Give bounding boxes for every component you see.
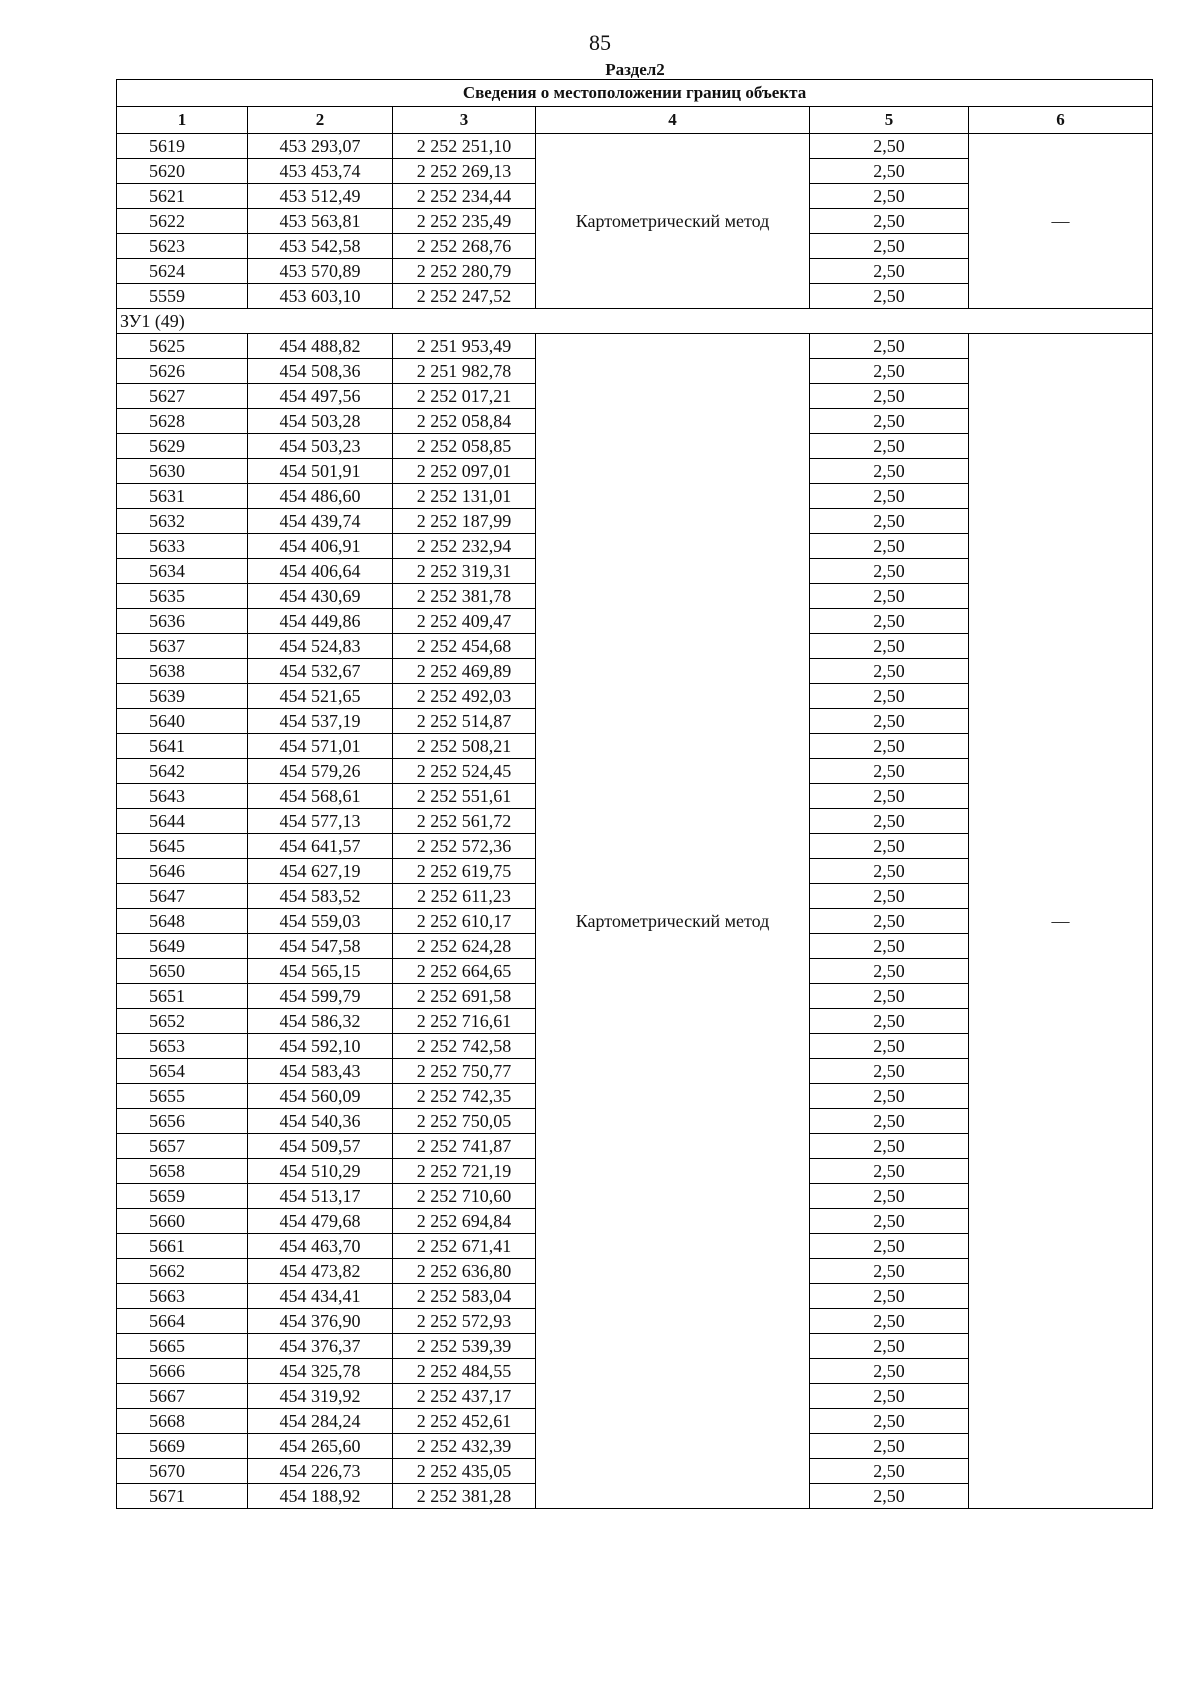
coord-x: 454 479,68	[248, 1209, 393, 1234]
point-number: 5645	[117, 834, 248, 859]
coord-x: 454 226,73	[248, 1459, 393, 1484]
column-number: 2	[248, 107, 393, 134]
coord-x: 454 439,74	[248, 509, 393, 534]
accuracy: 2,50	[810, 659, 969, 684]
group-label: ЗУ1 (49)	[117, 309, 1153, 334]
coord-x: 454 509,57	[248, 1134, 393, 1159]
method-cell: Картометрический метод	[536, 134, 810, 309]
coord-y: 2 252 280,79	[393, 259, 536, 284]
coord-y: 2 252 691,58	[393, 984, 536, 1009]
section-title: Раздел2	[605, 60, 665, 79]
column-number-row	[117, 107, 1153, 134]
accuracy: 2,50	[810, 384, 969, 409]
accuracy: 2,50	[810, 709, 969, 734]
coord-x: 454 449,86	[248, 609, 393, 634]
accuracy: 2,50	[810, 609, 969, 634]
point-number: 5655	[117, 1084, 248, 1109]
coord-x: 454 586,32	[248, 1009, 393, 1034]
coord-x: 454 513,17	[248, 1184, 393, 1209]
coord-x: 454 434,41	[248, 1284, 393, 1309]
accuracy: 2,50	[810, 1434, 969, 1459]
point-number: 5644	[117, 809, 248, 834]
coord-x: 454 406,91	[248, 534, 393, 559]
point-number: 5625	[117, 334, 248, 359]
accuracy: 2,50	[810, 1284, 969, 1309]
coord-x: 454 284,24	[248, 1409, 393, 1434]
accuracy: 2,50	[810, 134, 969, 159]
coord-x: 454 560,09	[248, 1084, 393, 1109]
col6-cell: —	[969, 134, 1153, 309]
coord-x: 454 599,79	[248, 984, 393, 1009]
point-number: 5634	[117, 559, 248, 584]
point-number: 5633	[117, 534, 248, 559]
point-number: 5632	[117, 509, 248, 534]
coord-y: 2 252 454,68	[393, 634, 536, 659]
point-number: 5642	[117, 759, 248, 784]
coord-x: 454 537,19	[248, 709, 393, 734]
accuracy: 2,50	[810, 909, 969, 934]
coord-y: 2 252 572,93	[393, 1309, 536, 1334]
coord-y: 2 251 953,49	[393, 334, 536, 359]
accuracy: 2,50	[810, 334, 969, 359]
coord-y: 2 252 234,44	[393, 184, 536, 209]
coord-y: 2 252 551,61	[393, 784, 536, 809]
coord-y: 2 252 058,84	[393, 409, 536, 434]
coord-y: 2 252 750,77	[393, 1059, 536, 1084]
point-number: 5559	[117, 284, 248, 309]
coord-y: 2 252 484,55	[393, 1359, 536, 1384]
accuracy: 2,50	[810, 784, 969, 809]
coord-x: 454 641,57	[248, 834, 393, 859]
accuracy: 2,50	[810, 584, 969, 609]
coord-x: 454 521,65	[248, 684, 393, 709]
coord-x: 453 603,10	[248, 284, 393, 309]
accuracy: 2,50	[810, 1209, 969, 1234]
coord-x: 454 571,01	[248, 734, 393, 759]
coord-x: 454 325,78	[248, 1359, 393, 1384]
point-number: 5626	[117, 359, 248, 384]
accuracy: 2,50	[810, 509, 969, 534]
coord-x: 454 524,83	[248, 634, 393, 659]
point-number: 5646	[117, 859, 248, 884]
accuracy: 2,50	[810, 884, 969, 909]
column-number: 3	[393, 107, 536, 134]
coord-y: 2 252 742,35	[393, 1084, 536, 1109]
point-number: 5621	[117, 184, 248, 209]
accuracy: 2,50	[810, 534, 969, 559]
point-number: 5667	[117, 1384, 248, 1409]
accuracy: 2,50	[810, 234, 969, 259]
coord-x: 453 293,07	[248, 134, 393, 159]
column-number: 6	[969, 107, 1153, 134]
coord-y: 2 252 514,87	[393, 709, 536, 734]
method-cell: Картометрический метод	[536, 334, 810, 1509]
coord-x: 454 486,60	[248, 484, 393, 509]
coord-y: 2 252 721,19	[393, 1159, 536, 1184]
point-number: 5627	[117, 384, 248, 409]
accuracy: 2,50	[810, 1084, 969, 1109]
column-number: 4	[536, 107, 810, 134]
point-number: 5649	[117, 934, 248, 959]
accuracy: 2,50	[810, 1334, 969, 1359]
point-number: 5623	[117, 234, 248, 259]
accuracy: 2,50	[810, 759, 969, 784]
coord-y: 2 252 741,87	[393, 1134, 536, 1159]
coord-x: 454 583,43	[248, 1059, 393, 1084]
point-number: 5670	[117, 1459, 248, 1484]
table-title-row	[117, 80, 1153, 107]
accuracy: 2,50	[810, 1159, 969, 1184]
point-number: 5653	[117, 1034, 248, 1059]
point-number: 5630	[117, 459, 248, 484]
coord-y: 2 252 716,61	[393, 1009, 536, 1034]
point-number: 5629	[117, 434, 248, 459]
point-number: 5620	[117, 159, 248, 184]
point-number: 5636	[117, 609, 248, 634]
coord-x: 454 547,58	[248, 934, 393, 959]
coord-y: 2 252 561,72	[393, 809, 536, 834]
coord-y: 2 252 572,36	[393, 834, 536, 859]
point-number: 5619	[117, 134, 248, 159]
coord-x: 454 473,82	[248, 1259, 393, 1284]
coord-y: 2 252 269,13	[393, 159, 536, 184]
accuracy: 2,50	[810, 559, 969, 584]
coord-y: 2 252 583,04	[393, 1284, 536, 1309]
coord-y: 2 252 610,17	[393, 909, 536, 934]
coord-x: 454 319,92	[248, 1384, 393, 1409]
point-number: 5652	[117, 1009, 248, 1034]
coord-y: 2 252 381,28	[393, 1484, 536, 1509]
coord-x: 454 532,67	[248, 659, 393, 684]
accuracy: 2,50	[810, 1384, 969, 1409]
coord-y: 2 252 508,21	[393, 734, 536, 759]
coord-x: 454 592,10	[248, 1034, 393, 1059]
coord-x: 454 503,23	[248, 434, 393, 459]
accuracy: 2,50	[810, 959, 969, 984]
coord-y: 2 252 492,03	[393, 684, 536, 709]
coord-x: 454 508,36	[248, 359, 393, 384]
coord-y: 2 252 319,31	[393, 559, 536, 584]
coord-y: 2 252 694,84	[393, 1209, 536, 1234]
accuracy: 2,50	[810, 859, 969, 884]
accuracy: 2,50	[810, 409, 969, 434]
point-number: 5628	[117, 409, 248, 434]
table-row	[117, 334, 1153, 359]
coord-y: 2 252 437,17	[393, 1384, 536, 1409]
accuracy: 2,50	[810, 459, 969, 484]
coord-y: 2 252 232,94	[393, 534, 536, 559]
coord-y: 2 252 432,39	[393, 1434, 536, 1459]
accuracy: 2,50	[810, 809, 969, 834]
coord-y: 2 252 611,23	[393, 884, 536, 909]
point-number: 5639	[117, 684, 248, 709]
accuracy: 2,50	[810, 209, 969, 234]
accuracy: 2,50	[810, 184, 969, 209]
point-number: 5662	[117, 1259, 248, 1284]
coord-y: 2 252 710,60	[393, 1184, 536, 1209]
coord-y: 2 252 235,49	[393, 209, 536, 234]
coord-y: 2 252 539,39	[393, 1334, 536, 1359]
accuracy: 2,50	[810, 359, 969, 384]
coord-x: 454 497,56	[248, 384, 393, 409]
coord-y: 2 252 750,05	[393, 1109, 536, 1134]
accuracy: 2,50	[810, 1459, 969, 1484]
coord-y: 2 252 435,05	[393, 1459, 536, 1484]
coord-x: 454 503,28	[248, 409, 393, 434]
coord-y: 2 252 671,41	[393, 1234, 536, 1259]
coord-x: 454 568,61	[248, 784, 393, 809]
coord-x: 454 463,70	[248, 1234, 393, 1259]
coord-x: 454 430,69	[248, 584, 393, 609]
accuracy: 2,50	[810, 684, 969, 709]
accuracy: 2,50	[810, 1484, 969, 1509]
point-number: 5657	[117, 1134, 248, 1159]
coord-y: 2 252 131,01	[393, 484, 536, 509]
coord-y: 2 252 664,65	[393, 959, 536, 984]
point-number: 5664	[117, 1309, 248, 1334]
coord-y: 2 252 636,80	[393, 1259, 536, 1284]
point-number: 5637	[117, 634, 248, 659]
accuracy: 2,50	[810, 434, 969, 459]
coord-y: 2 252 452,61	[393, 1409, 536, 1434]
coord-y: 2 252 619,75	[393, 859, 536, 884]
coord-y: 2 252 469,89	[393, 659, 536, 684]
coord-y: 2 252 524,45	[393, 759, 536, 784]
coord-y: 2 252 268,76	[393, 234, 536, 259]
column-number: 1	[117, 107, 248, 134]
point-number: 5661	[117, 1234, 248, 1259]
col6-cell: —	[969, 334, 1153, 1509]
point-number: 5624	[117, 259, 248, 284]
point-number: 5665	[117, 1334, 248, 1359]
point-number: 5631	[117, 484, 248, 509]
point-number: 5654	[117, 1059, 248, 1084]
coord-y: 2 252 058,85	[393, 434, 536, 459]
column-number: 5	[810, 107, 969, 134]
accuracy: 2,50	[810, 1034, 969, 1059]
accuracy: 2,50	[810, 1109, 969, 1134]
accuracy: 2,50	[810, 1184, 969, 1209]
coord-x: 454 501,91	[248, 459, 393, 484]
coord-x: 454 510,29	[248, 1159, 393, 1184]
point-number: 5656	[117, 1109, 248, 1134]
table-row	[117, 134, 1153, 159]
coord-x: 454 577,13	[248, 809, 393, 834]
coord-x: 454 583,52	[248, 884, 393, 909]
table-title: Сведения о местоположении границ объекта	[117, 80, 1153, 107]
accuracy: 2,50	[810, 634, 969, 659]
point-number: 5643	[117, 784, 248, 809]
point-number: 5671	[117, 1484, 248, 1509]
accuracy: 2,50	[810, 484, 969, 509]
point-number: 5663	[117, 1284, 248, 1309]
coord-x: 454 376,90	[248, 1309, 393, 1334]
coord-y: 2 252 742,58	[393, 1034, 536, 1059]
accuracy: 2,50	[810, 1359, 969, 1384]
coord-x: 454 627,19	[248, 859, 393, 884]
table-body	[117, 80, 1153, 1509]
point-number: 5660	[117, 1209, 248, 1234]
coord-x: 453 512,49	[248, 184, 393, 209]
coord-y: 2 252 097,01	[393, 459, 536, 484]
accuracy: 2,50	[810, 1234, 969, 1259]
coord-x: 454 188,92	[248, 1484, 393, 1509]
coord-y: 2 252 187,99	[393, 509, 536, 534]
coord-x: 454 540,36	[248, 1109, 393, 1134]
accuracy: 2,50	[810, 1134, 969, 1159]
coord-x: 453 453,74	[248, 159, 393, 184]
point-number: 5651	[117, 984, 248, 1009]
page-number: 85	[589, 30, 611, 55]
accuracy: 2,50	[810, 734, 969, 759]
coord-x: 454 565,15	[248, 959, 393, 984]
point-number: 5669	[117, 1434, 248, 1459]
point-number: 5659	[117, 1184, 248, 1209]
point-number: 5647	[117, 884, 248, 909]
coord-x: 453 563,81	[248, 209, 393, 234]
coord-x: 453 570,89	[248, 259, 393, 284]
point-number: 5658	[117, 1159, 248, 1184]
point-number: 5638	[117, 659, 248, 684]
accuracy: 2,50	[810, 1309, 969, 1334]
accuracy: 2,50	[810, 259, 969, 284]
point-number: 5635	[117, 584, 248, 609]
coord-x: 453 542,58	[248, 234, 393, 259]
coord-y: 2 252 409,47	[393, 609, 536, 634]
coord-y: 2 252 381,78	[393, 584, 536, 609]
coord-x: 454 376,37	[248, 1334, 393, 1359]
coord-y: 2 252 251,10	[393, 134, 536, 159]
accuracy: 2,50	[810, 284, 969, 309]
boundary-table	[116, 79, 1153, 1509]
group-label-row	[117, 309, 1153, 334]
point-number: 5641	[117, 734, 248, 759]
coord-x: 454 406,64	[248, 559, 393, 584]
accuracy: 2,50	[810, 1409, 969, 1434]
accuracy: 2,50	[810, 934, 969, 959]
coord-y: 2 252 624,28	[393, 934, 536, 959]
accuracy: 2,50	[810, 984, 969, 1009]
coord-y: 2 252 017,21	[393, 384, 536, 409]
coord-x: 454 488,82	[248, 334, 393, 359]
coord-y: 2 251 982,78	[393, 359, 536, 384]
accuracy: 2,50	[810, 1259, 969, 1284]
accuracy: 2,50	[810, 1009, 969, 1034]
coord-x: 454 265,60	[248, 1434, 393, 1459]
point-number: 5650	[117, 959, 248, 984]
point-number: 5666	[117, 1359, 248, 1384]
point-number: 5648	[117, 909, 248, 934]
coord-y: 2 252 247,52	[393, 284, 536, 309]
point-number: 5622	[117, 209, 248, 234]
point-number: 5640	[117, 709, 248, 734]
accuracy: 2,50	[810, 834, 969, 859]
accuracy: 2,50	[810, 159, 969, 184]
coord-x: 454 579,26	[248, 759, 393, 784]
coord-x: 454 559,03	[248, 909, 393, 934]
point-number: 5668	[117, 1409, 248, 1434]
accuracy: 2,50	[810, 1059, 969, 1084]
